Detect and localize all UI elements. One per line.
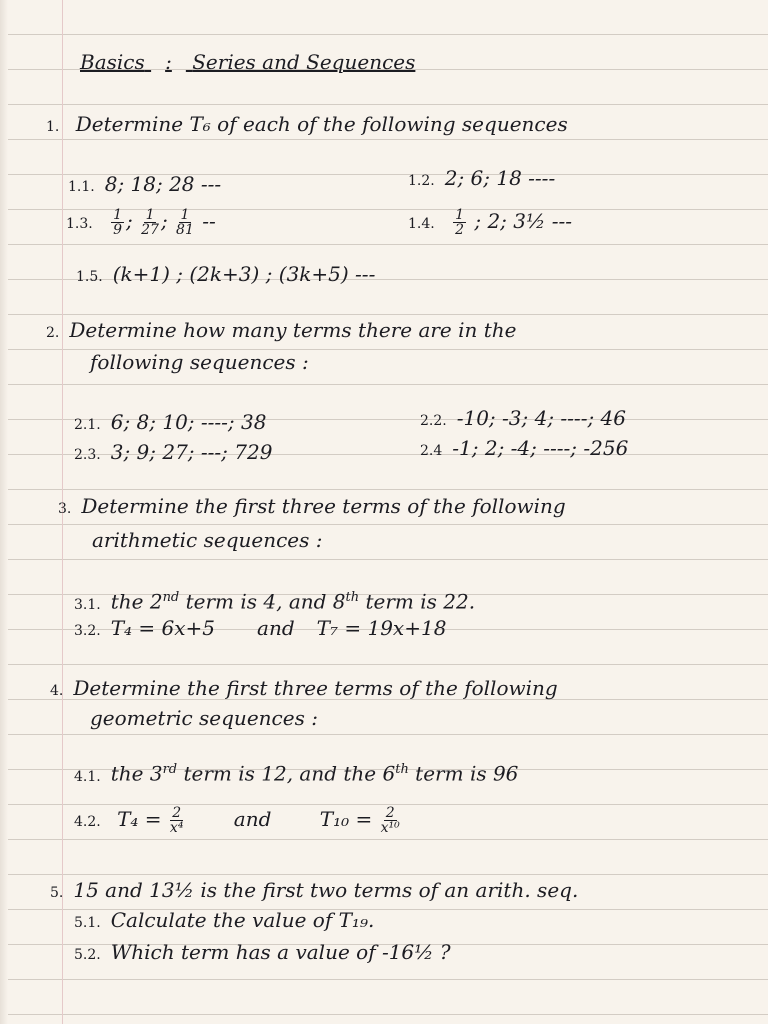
item-1-3: 1.3. $\frac{1}{9}$ ; $\frac{1}{27}$ ; $\frac{1}{81}$ --: [66, 207, 216, 238]
fraction: $\frac{2}{\text{x¹⁰}}$: [380, 805, 400, 836]
page-edge: [0, 0, 8, 1024]
fraction: $\frac{1}{27}$: [141, 207, 159, 238]
item-5-2: 5.2. Which term has a value of -16½ ?: [74, 940, 451, 964]
item-2-2: 2.2. -10; -3; 4; ----; 46: [420, 406, 626, 430]
question-2: 2. Determine how many terms there are in the: [46, 318, 517, 342]
item-4-1: 4.1. the 3rd term is 12, and the 6th term is 96: [74, 761, 519, 786]
item-1-4: 1.4. $\frac{1}{2}$ ; 2; 3½ ---: [408, 207, 573, 238]
fraction: $\frac{1}{2}$: [455, 207, 464, 238]
item-1-1: 1.1. 8; 18; 28 ---: [68, 172, 222, 196]
page-title: Basics : Series and Sequences: [80, 50, 416, 74]
question-text: Determine T₆ of each of the following sequences: [75, 112, 568, 136]
fraction: $\frac{1}{9}$: [113, 207, 122, 238]
item-5-1: 5.1. Calculate the value of T₁₉.: [74, 908, 375, 932]
question-3-line2: arithmetic sequences :: [92, 528, 323, 552]
item-4-2: 4.2. T₄ = $\frac{2}{\text{x⁴}}$ and T₁₀ = $\frac{2}{\text{x¹⁰}}$: [74, 805, 400, 836]
item-1-2: 1.2. 2; 6; 18 ----: [408, 166, 556, 190]
item-3-2: 3.2. T₄ = 6x+5 and T₇ = 19x+18: [74, 616, 447, 640]
question-2-line2: following sequences :: [90, 350, 309, 374]
question-5: 5. 15 and 13½ is the first two terms of an arith. seq.: [50, 878, 579, 902]
item-3-1: 3.1. the 2nd term is 4, and 8th term is 22.: [74, 589, 476, 614]
item-1-5: 1.5. (k+1) ; (2k+3) ; (3k+5) ---: [76, 262, 376, 286]
question-number: 1.: [46, 119, 60, 135]
fraction: $\frac{2}{\text{x⁴}}$: [169, 805, 184, 836]
item-2-3: 2.3. 3; 9; 27; ---; 729: [74, 440, 273, 464]
question-3: 3. Determine the first three terms of the following: [58, 494, 566, 518]
question-1: [46, 112, 568, 139]
item-2-1: 2.1. 6; 8; 10; ----; 38: [74, 410, 267, 434]
fraction: $\frac{1}{81}$: [176, 207, 194, 238]
item-2-4: 2.4 -1; 2; -4; ----; -256: [420, 436, 629, 460]
question-4: 4. Determine the first three terms of the following: [50, 676, 558, 700]
question-4-line2: geometric sequences :: [90, 706, 318, 730]
